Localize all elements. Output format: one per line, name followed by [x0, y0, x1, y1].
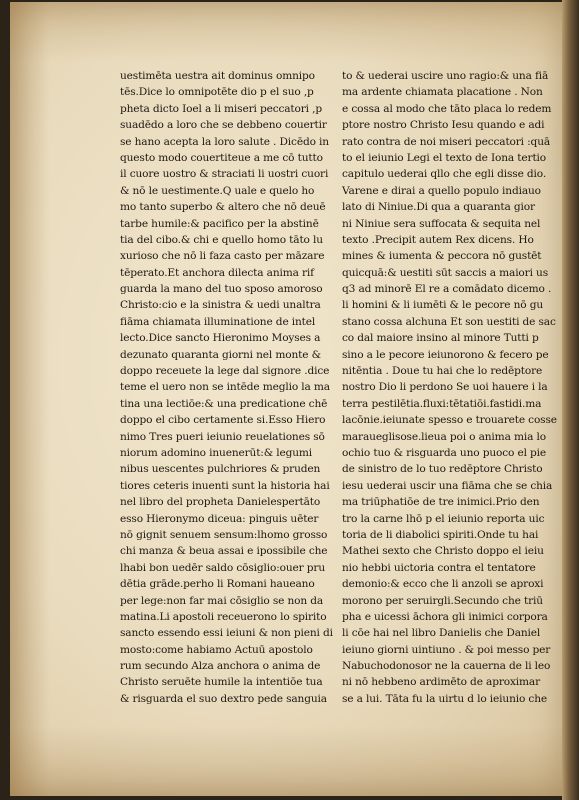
text-line: mines & iumenta & peccora nō gustēt [342, 250, 542, 263]
text-line: guarda la mano del tuo sposo amoroso [120, 283, 323, 296]
text-line: per lege:non far mai cōsiglio se non da [120, 594, 324, 607]
text-line: Mathei sexto che Christo doppo el ieiu [342, 545, 544, 558]
text-line: ma triūphatiōe de tre inimici.Prio den [342, 496, 540, 509]
text-line: Nabuchodonosor ne la cauerna de li leo [342, 660, 551, 673]
text-line: matina.Li apostoli receuerono lo spirito [120, 610, 327, 623]
text-line: nel libro del propheta Danielespertāto [120, 496, 321, 509]
text-line: teme el uero non se intēde meglio la ma [120, 381, 330, 394]
text-line: sino a le pecore ieiunorono & fecero pe [342, 348, 549, 361]
text-line: iesu uederai uscir una fiāma che se chia [342, 479, 553, 492]
text-line: nio hebbi uictoria contra el tentatore [342, 561, 536, 574]
text-line: de sinistro de lo tuo redēptore Christo [342, 463, 543, 476]
text-line: ma ardente chiamata placatione . Non [342, 86, 543, 99]
text-line: stano cossa alchuna Et son uestiti de sac [342, 315, 556, 328]
text-line: to el ieiunio Legi el texto de Iona tertio [342, 151, 547, 164]
text-line: toria de li diabolici spiriti.Onde tu hai [342, 528, 539, 541]
text-line: lacōnie.ieiunate spesso e trouarete cosse [342, 414, 557, 427]
text-line: nibus uescentes pulchriores & pruden [120, 463, 321, 476]
text-line: demonio:& ecco che li anzoli se aproxi [342, 578, 544, 591]
text-line: xurioso che nō li faza casto per māzare [120, 250, 325, 263]
text-line: ochio tuo & risguarda uno puoco el pie [342, 446, 547, 459]
text-line: doppo receuete la lege dal signore .dice [120, 365, 330, 378]
text-line: doppo el cibo certamente si.Esso Hiero [120, 414, 326, 427]
text-line: se hano acepta la loro salute . Dicēdo in [120, 135, 329, 148]
book-edge [562, 0, 579, 800]
text-line: suadēdo a loro che se debbeno couertir [120, 119, 327, 132]
text-line: questo modo couertiteue a me cō tutto [120, 151, 323, 164]
text-line: pha e uicessi āchora gli inimici corpora [342, 610, 548, 623]
text-line: & risguarda el suo dextro pede sanguia [120, 692, 327, 705]
page-stain-left [10, 2, 50, 796]
text-line: ieiuno giorni uintiuno . & poi messo per [342, 643, 551, 656]
text-line: rum secundo Alza anchora o anima de [120, 660, 321, 673]
book-page [10, 2, 562, 796]
text-line: e cossa al modo che tāto placa lo redem [342, 102, 552, 115]
text-line: texto .Precipit autem Rex dicens. Ho [342, 233, 534, 246]
text-line: fiāma chiamata illuminatione de intel [120, 315, 316, 328]
text-line: tarbe humile:& pacifico per la abstinē [120, 217, 319, 230]
text-line: rato contra de noi miseri peccatori :quā [342, 135, 551, 148]
text-line: capitulo uederai qllo che egli disse dio. [342, 168, 547, 181]
text-line: tia del cibo.& chi e quello homo tāto lu [120, 233, 323, 246]
text-line: niorum adomino inuenerūt:& legumi [120, 446, 313, 459]
text-line: lecto.Dice sancto Hieronimo Moyses a [120, 332, 321, 345]
text-line: to & uederai uscire uno ragio:& una fiā [342, 70, 549, 82]
text-line: sancto essendo essi ieiuni & non pieni di [120, 627, 333, 640]
text-line: ptore nostro Christo Iesu quando e adi [342, 119, 545, 132]
page-stain-bottom [10, 726, 562, 796]
text-line: lato di Niniue.Di qua a quaranta gior [342, 201, 535, 214]
text-line: & nō le uestimente.Q uale e quelo ho [120, 184, 315, 197]
text-line: tro la carne lhō p el ieiunio reporta uic [342, 512, 545, 525]
text-line: Varene e dirai a quello populo indiauo [342, 184, 541, 197]
text-line: il cuore uostro & straciati li uostri cuori [120, 168, 329, 181]
text-line: pheta dicto Ioel a li miseri peccatori ,p [120, 102, 322, 115]
text-column-left [120, 68, 336, 707]
text-line: mosto:come habiamo Actuū apostolo [120, 643, 313, 656]
text-line: ni nō hebbeno ardimēto de aproximar [342, 676, 541, 689]
text-line: li homini & li iumēti & le pecore nō gu [342, 299, 544, 312]
text-line: Christo:cio e la sinistra & uedi unaltra [120, 299, 321, 312]
text-line: se a lui. Tāta fu la uirtu d lo ieiunio che [342, 692, 548, 705]
text-line: tina una lectiōe:& una predicatione chē [120, 397, 328, 410]
text-line: Christo seruēte humile la intentiōe tua [120, 676, 323, 689]
text-line: quicquā:& uestiti sūt saccis a maiori us [342, 266, 548, 279]
text-line: tēperato.Et anchora dilecta anima rif [120, 266, 314, 279]
text-line: terra pestilētia.fluxi:tētatiōi.fastidi.ma [342, 397, 542, 410]
text-line: maraueglisose.lieua poi o anima mia lo [342, 430, 546, 443]
page-stain-top [10, 2, 562, 62]
text-line: morono per seruirgli.Secundo che triū [342, 594, 543, 607]
text-line: chi manza & beua assai e ipossibile che [120, 545, 328, 558]
text-line: uestimēta uestra ait dominus omnipo [120, 70, 315, 82]
text-line: mo tanto superbo & altero che nō deuē [120, 201, 326, 214]
text-line: co dal maiore insino al minore Tutti p [342, 332, 539, 345]
text-line: ni Niniue sera suffocata & sequita nel [342, 217, 541, 230]
text-line: nostro Dio li perdono Se uoi hauere i la [342, 381, 548, 394]
text-line: nō gignit senuem sensum:lhomo grosso [120, 528, 328, 541]
text-line: tēs.Dice lo omnipotēte dio p el suo ,p [120, 86, 314, 99]
text-line: q3 ad minorē El re a comādato dicemo . [342, 283, 552, 296]
text-line: nimo Tres pueri ieiunio reuelationes sō [120, 430, 325, 443]
text-line: nitēntia . Doue tu hai che lo redēptore [342, 365, 543, 378]
text-column-right [342, 68, 557, 707]
text-line: lhabi bon uedēr saldo cōsiglio:ouer pru [120, 561, 326, 574]
text-line: li cōe hai nel libro Danielis che Daniel [342, 627, 541, 640]
text-line: dezunato quaranta giorni nel monte & [120, 348, 321, 361]
text-line: dētia grāde.perho li Romani haueano [120, 578, 315, 591]
text-line: tiores ceteris inuenti sunt la historia hai [120, 479, 330, 492]
text-line: esso Hieronymo diceua: pinguis uēter [120, 512, 319, 525]
